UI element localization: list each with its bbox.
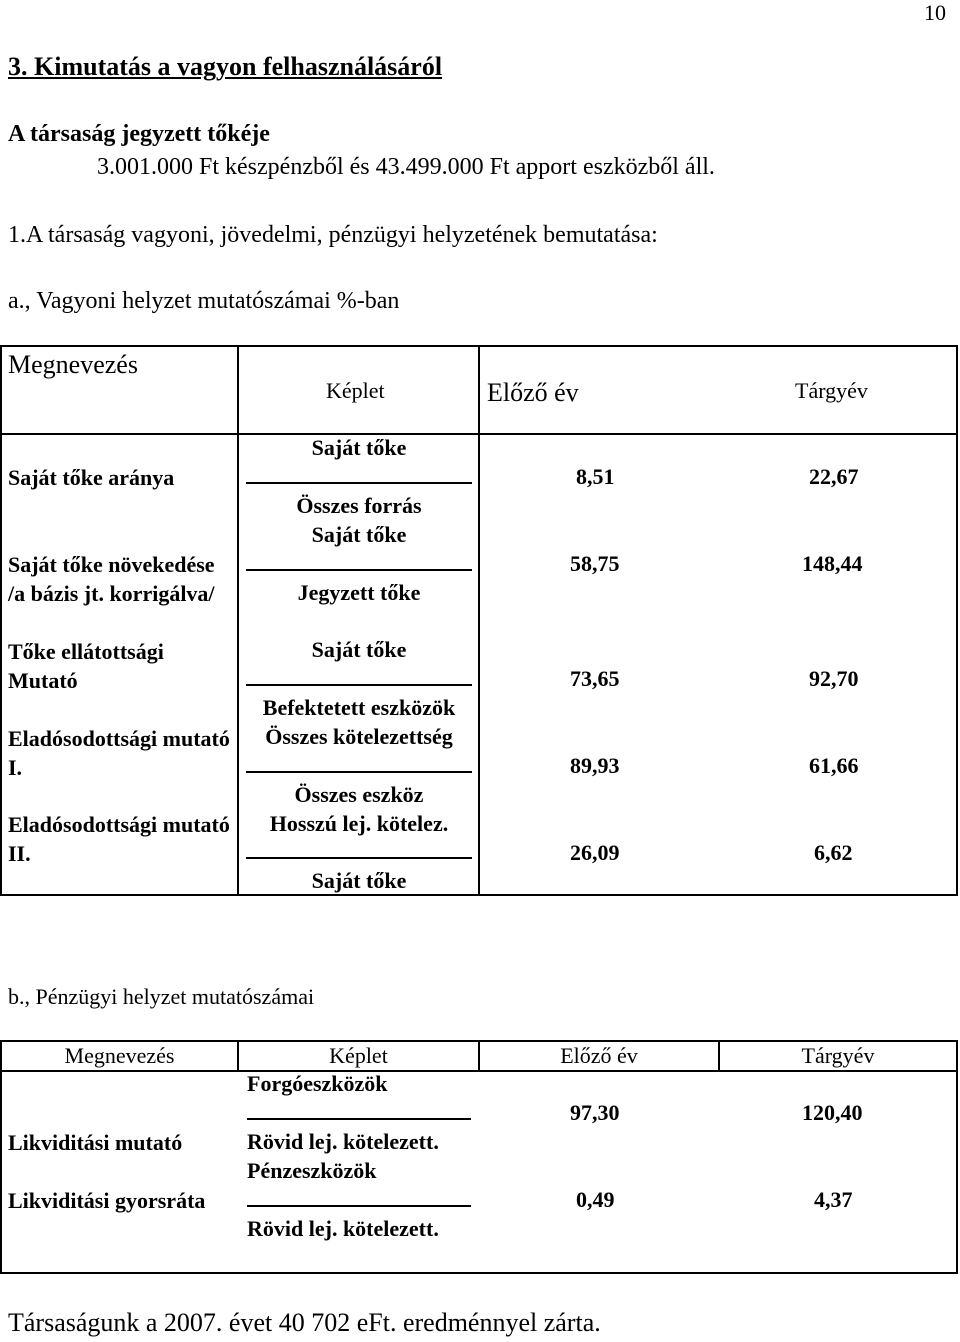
fraction-line xyxy=(246,857,472,859)
table-b-prev-value: 97,30 xyxy=(570,1100,620,1125)
table-a-col-divider xyxy=(478,345,480,896)
table-b-border-right xyxy=(956,1040,958,1274)
formula-denominator: Rövid lej. kötelezett. xyxy=(247,1216,439,1241)
formula-numerator: Saját tőke xyxy=(311,435,407,460)
formula-denominator: Összes forrás xyxy=(296,493,422,518)
formula-numerator: Forgóeszközök xyxy=(247,1071,388,1096)
table-b-current-value: 4,37 xyxy=(814,1187,853,1212)
table-b-row-name: Likviditási mutató xyxy=(8,1130,183,1155)
formula-numerator: Pénzeszközök xyxy=(247,1158,377,1183)
table-a-prev-value: 58,75 xyxy=(570,551,620,576)
table-a-current-value: 22,67 xyxy=(809,464,859,489)
formula-numerator: Saját tőke xyxy=(311,637,407,662)
fraction-line xyxy=(246,684,472,686)
formula-denominator: Befektetett eszközök xyxy=(262,695,456,720)
table-a-header-current: Tárgyév xyxy=(795,378,868,403)
table-b-border-left xyxy=(0,1040,2,1274)
table-a-header-name: Megnevezés xyxy=(8,350,138,379)
capital-heading: A társaság jegyzett tőkéje xyxy=(8,121,270,147)
fraction-line xyxy=(247,1118,471,1120)
table-b-header-formula: Képlet xyxy=(329,1043,388,1068)
formula-numerator: Saját tőke xyxy=(311,522,407,547)
table-b-header-current: Tárgyév xyxy=(801,1043,875,1068)
table-a-row-name: Eladósodottsági mutató II. xyxy=(8,812,230,866)
table-a-header-formula: Képlet xyxy=(326,378,385,403)
table-b-prev-value: 0,49 xyxy=(576,1187,615,1212)
table-b-title: b., Pénzügyi helyzet mutatószámai xyxy=(8,984,315,1009)
footer-text: Társaságunk a 2007. évet 40 702 eFt. eredménnyel zárta. xyxy=(8,1308,601,1337)
table-b-header-prev: Előző év xyxy=(560,1043,638,1068)
table-a-current-value: 61,66 xyxy=(809,753,859,778)
fraction-line xyxy=(246,482,472,484)
table-a-current-value: 92,70 xyxy=(809,666,859,691)
table-a-row-name: Eladósodottsági mutató I. xyxy=(8,726,230,780)
formula-denominator: Saját tőke xyxy=(311,868,407,893)
formula-numerator: Összes kötelezettség xyxy=(265,724,453,749)
table-a-current-value: 6,62 xyxy=(814,840,853,865)
section-title: 3. Kimutatás a vagyon felhasználásáról xyxy=(8,52,443,81)
table-a-prev-value: 89,93 xyxy=(570,753,620,778)
table-a-prev-value: 73,65 xyxy=(570,666,620,691)
table-b-header-name: Megnevezés xyxy=(64,1043,175,1068)
fraction-line xyxy=(246,569,472,571)
table-a-row-name: Tőke ellátottsági Mutató xyxy=(8,639,164,693)
table-a-row-name: Saját tőke növekedése /a bázis jt. korrigálva/ xyxy=(8,552,215,606)
intro-text: 1.A társaság vagyoni, jövedelmi, pénzügyi helyzetének bemutatása: xyxy=(8,222,658,248)
table-b-border-bottom xyxy=(0,1272,958,1274)
formula-denominator: Összes eszköz xyxy=(294,782,424,807)
capital-text: 3.001.000 Ft készpénzből és 43.499.000 Ft apport eszközből áll. xyxy=(97,154,715,180)
fraction-line xyxy=(246,771,472,773)
table-b-current-value: 120,40 xyxy=(802,1100,863,1125)
formula-denominator: Rövid lej. kötelezett. xyxy=(247,1129,439,1154)
table-b-row-name: Likviditási gyorsráta xyxy=(8,1188,206,1213)
formula-denominator: Jegyzett tőke xyxy=(297,580,421,605)
table-a-row-name: Saját tőke aránya xyxy=(8,465,175,490)
table-a-border-left xyxy=(0,345,2,896)
table-a-title: a., Vagyoni helyzet mutatószámai %-ban xyxy=(8,288,400,314)
table-a-border-right xyxy=(956,345,958,896)
table-a-prev-value: 8,51 xyxy=(576,464,615,489)
table-a-prev-value: 26,09 xyxy=(570,840,620,865)
formula-numerator: Hosszú lej. kötelez. xyxy=(269,811,449,836)
table-a-header-prev: Előző év xyxy=(487,378,579,407)
table-a-current-value: 148,44 xyxy=(802,551,863,576)
fraction-line xyxy=(247,1205,471,1207)
page-number: 10 xyxy=(924,0,946,25)
table-a-col-divider xyxy=(237,345,239,896)
